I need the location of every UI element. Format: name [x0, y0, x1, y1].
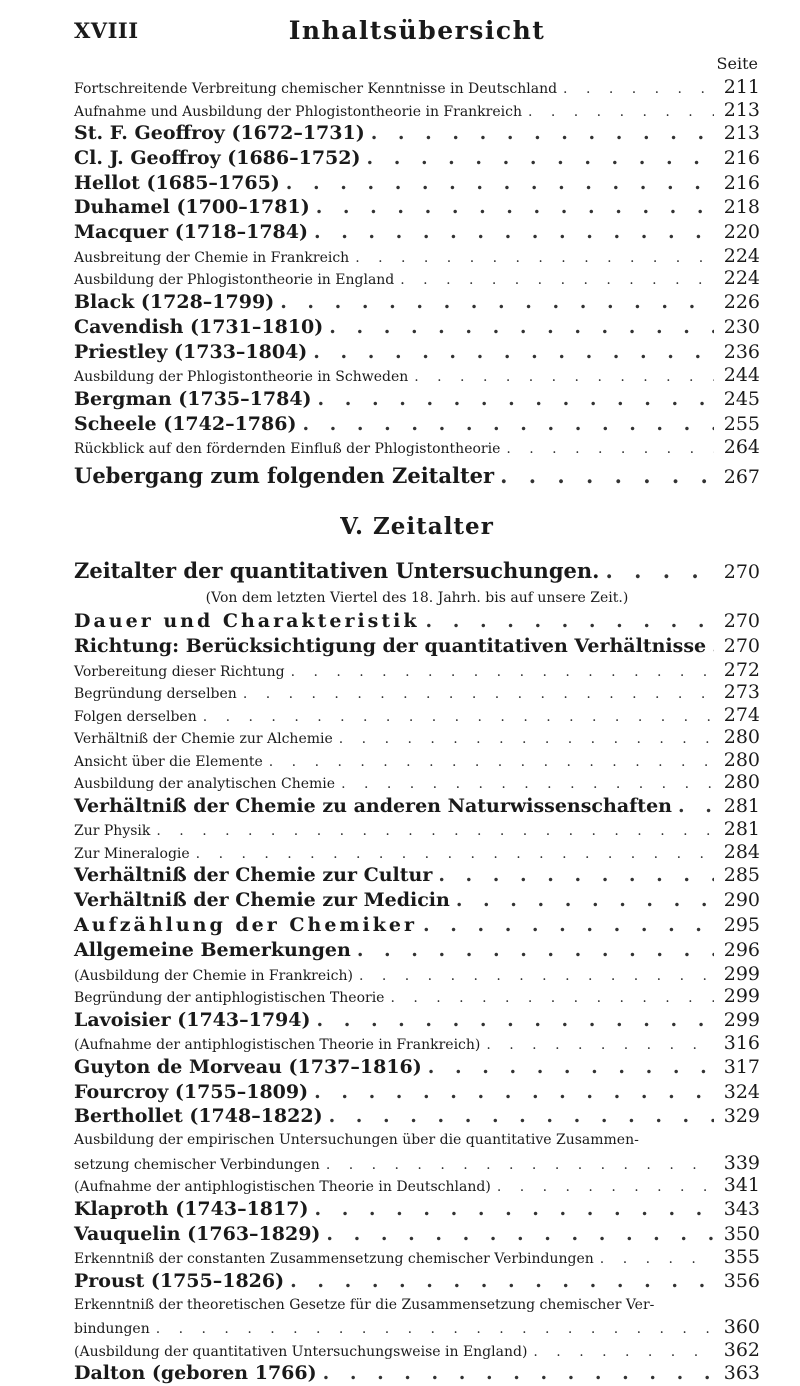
toc-entry-title: Erkenntniß der constanten Zusammensetzung chemischer Verbindungen — [74, 1251, 594, 1268]
toc-entry[interactable] — [74, 340, 760, 365]
toc-entry[interactable] — [74, 121, 760, 146]
toc-entry-title: Priestley (1733–1804) — [74, 340, 308, 363]
leader-dots — [528, 101, 714, 124]
toc-entry-title: Verhältniß der Chemie zur Cultur — [74, 864, 433, 887]
toc-entry[interactable] — [74, 771, 760, 794]
toc-entry-wrap-line-1: Erkenntniß der theoretischen Gesetze für die Zusammensetzung chemischer Ver- — [74, 1296, 655, 1313]
leader-dots — [156, 1318, 714, 1341]
toc-entry-title: St. F. Geoffroy (1672–1731) — [74, 122, 365, 144]
toc-entry[interactable] — [74, 146, 760, 171]
running-title: Inhaltsübersicht — [288, 16, 546, 45]
page-header — [74, 14, 760, 54]
toc-entry-title: (Ausbildung der Chemie in Frankreich) — [74, 967, 353, 984]
toc-entry[interactable] — [74, 1222, 760, 1247]
toc-entry[interactable] — [74, 1246, 760, 1269]
toc-entry[interactable] — [74, 459, 760, 492]
leader-dots — [506, 438, 714, 461]
toc-entry-page: 281 — [723, 818, 760, 841]
leader-dots — [486, 1034, 714, 1057]
toc-entry-title: Verhältniß der Chemie zur Medicin — [74, 889, 450, 912]
leader-dots — [269, 751, 714, 774]
toc-entry-title: Klaproth (1743–1817) — [74, 1197, 309, 1220]
toc-entry[interactable] — [74, 1174, 760, 1197]
toc-entry-page: 224 — [723, 267, 760, 290]
leader-dots — [302, 412, 714, 437]
leader-dots — [316, 195, 714, 220]
toc-block-3 — [74, 1174, 760, 1293]
toc-entry[interactable] — [74, 841, 760, 864]
toc-entry[interactable] — [74, 749, 760, 772]
leader-dots — [329, 1104, 714, 1129]
toc-entry-page: 224 — [723, 244, 760, 267]
leader-dots — [314, 1197, 714, 1222]
toc-entry[interactable] — [74, 99, 760, 122]
toc-entry-wrap-line-1: Ausbildung der empirischen Untersuchungen über die quantitative Zusammen- — [74, 1132, 639, 1149]
toc-entry[interactable] — [74, 1008, 760, 1033]
toc-entry-page: 270 — [723, 560, 760, 583]
toc-entry-page: 244 — [723, 364, 760, 387]
toc-entry[interactable] — [74, 1361, 760, 1386]
toc-entry[interactable] — [74, 938, 760, 963]
toc-entry-title: Rückblick auf den fördernden Einfluß der Phlogistontheorie — [74, 441, 501, 458]
leader-dots — [428, 1055, 714, 1080]
toc-entry[interactable] — [74, 888, 760, 913]
toc-entry-title: Ausbildung der Phlogistontheorie in Schweden — [74, 369, 409, 386]
leader-dots — [371, 121, 714, 146]
toc-entry-title: Dalton (geboren 1766) — [74, 1362, 317, 1385]
toc-entry-title: Zeitalter der quantitativen Untersuchungen. — [74, 557, 600, 583]
leader-dots — [390, 987, 714, 1010]
toc-entry-title: Bergman (1735–1784) — [74, 387, 312, 410]
toc-entry-page: 341 — [723, 1174, 760, 1197]
toc-entry-page: 296 — [723, 938, 760, 961]
leader-dots — [563, 78, 714, 101]
toc-entry[interactable] — [74, 1197, 760, 1222]
toc-entry[interactable] — [74, 267, 760, 290]
toc-entry-page: 356 — [723, 1269, 760, 1292]
toc-entry-page: 272 — [723, 658, 760, 681]
toc-entry-title: Fourcroy (1755–1809) — [74, 1080, 309, 1103]
leader-dots — [313, 340, 714, 365]
leader-dots — [414, 366, 714, 389]
toc-block-4 — [74, 1339, 760, 1386]
seite-label: Seite — [716, 54, 758, 73]
leader-dots — [400, 269, 714, 292]
toc-entry[interactable] — [74, 1152, 760, 1175]
toc-entry-title: Ausbildung der analytischen Chemie — [74, 776, 336, 793]
toc-entry-page: 284 — [723, 840, 760, 863]
toc-entry-title: Duhamel (1700–1781) — [74, 196, 310, 219]
toc-entry-page: 316 — [723, 1032, 760, 1055]
leader-dots — [314, 1080, 714, 1105]
toc-entry[interactable] — [74, 1339, 760, 1362]
leader-dots — [678, 794, 714, 819]
leader-dots — [712, 634, 714, 659]
toc-entry[interactable] — [74, 659, 760, 682]
leader-dots — [329, 315, 714, 340]
toc-entry-page: 230 — [723, 315, 760, 338]
toc-entry[interactable] — [74, 1055, 760, 1080]
toc-entry-title: Zur Physik — [74, 823, 151, 840]
toc-entry-page: 299 — [723, 962, 760, 985]
toc-entry[interactable] — [74, 794, 760, 819]
toc-entry-page: 213 — [723, 122, 760, 144]
toc-entry[interactable] — [74, 1032, 760, 1055]
toc-entry-title: Begründung derselben — [74, 686, 237, 703]
toc-entry-page: 362 — [723, 1338, 760, 1361]
toc-entry-page: 236 — [723, 340, 760, 363]
leader-dots — [316, 1008, 714, 1033]
leader-dots — [290, 1269, 714, 1294]
toc-entry-page: 360 — [723, 1316, 760, 1339]
toc-entry[interactable] — [74, 436, 760, 459]
leader-dots — [438, 863, 714, 888]
page-number: XVIII — [74, 18, 139, 43]
toc-entry[interactable] — [74, 818, 760, 841]
toc-entry[interactable] — [74, 985, 760, 1008]
toc-entry-title: Dauer und Charakteristik — [74, 609, 420, 632]
toc-entry-page: 216 — [723, 146, 760, 169]
toc-entry-page: 245 — [723, 387, 760, 410]
toc-entry-title: Zur Mineralogie — [74, 845, 190, 862]
toc-entry-title: (Aufnahme der antiphlogistischen Theorie in Deutschland) — [74, 1179, 491, 1196]
toc-entry-page: 299 — [723, 1008, 760, 1031]
toc-entry[interactable] — [74, 634, 760, 659]
leader-dots — [366, 146, 714, 171]
toc-entry[interactable] — [74, 220, 760, 245]
toc-entry-title: Black (1728–1799) — [74, 290, 275, 313]
toc-entry-page: 267 — [723, 465, 760, 488]
toc-entry[interactable] — [74, 290, 760, 315]
toc-entry-page: 285 — [723, 864, 760, 887]
toc-entry-title: Vorbereitung dieser Richtung — [74, 663, 285, 680]
toc-entry-title: Berthollet (1748–1822) — [74, 1105, 323, 1128]
toc-entry-title: Verhältniß der Chemie zu anderen Naturwissenschaften — [74, 794, 672, 817]
toc-entry-title: Lavoisier (1743–1794) — [74, 1008, 311, 1031]
toc-entry[interactable] — [74, 76, 760, 99]
leader-dots — [359, 965, 714, 988]
leader-dots — [497, 1176, 714, 1199]
toc-entry-page: 355 — [723, 1246, 760, 1269]
toc-entry-title: Vauquelin (1763–1829) — [74, 1222, 321, 1245]
toc-entry-page: 220 — [723, 221, 760, 244]
toc-entry-page: 211 — [723, 76, 760, 98]
toc-entry-page: 280 — [723, 771, 760, 794]
leader-dots — [600, 1248, 714, 1271]
toc-entry[interactable] — [74, 1104, 760, 1129]
leader-dots — [423, 913, 714, 938]
toc-entry-page: 226 — [723, 290, 760, 313]
toc-entry-title: (Ausbildung der quantitativen Untersuchungsweise in England) — [74, 1343, 528, 1360]
toc-entry-title: Cl. J. Geoffroy (1686–1752) — [74, 146, 361, 169]
toc-entry-page: 290 — [723, 889, 760, 912]
toc-entry[interactable] — [74, 1316, 760, 1339]
toc-entry[interactable] — [74, 387, 760, 412]
leader-dots — [203, 706, 714, 729]
toc-entry[interactable] — [74, 315, 760, 340]
toc-entry[interactable] — [74, 554, 760, 587]
toc-entry[interactable] — [74, 863, 760, 888]
toc-entry-title: Begründung der antiphlogistischen Theorie — [74, 990, 385, 1007]
toc-entry-title: Aufzählung der Chemiker — [74, 913, 417, 936]
toc-entry[interactable] — [74, 364, 760, 387]
leader-dots — [357, 938, 714, 963]
toc-entry[interactable] — [74, 726, 760, 749]
toc-entry[interactable] — [74, 913, 760, 938]
toc-entry[interactable] — [74, 245, 760, 268]
leader-dots — [291, 661, 714, 684]
toc-entry[interactable] — [74, 195, 760, 220]
leader-dots — [339, 728, 714, 751]
toc-entry[interactable] — [74, 963, 760, 986]
toc-entry-title: Scheele (1742–1786) — [74, 412, 297, 435]
toc-entry-page: 350 — [723, 1222, 760, 1245]
toc-entry-title: Verhältniß der Chemie zur Alchemie — [74, 731, 333, 748]
leader-dots — [456, 888, 714, 913]
toc-entry[interactable] — [74, 1080, 760, 1105]
toc-entry-page: 273 — [723, 681, 760, 704]
toc-entry[interactable] — [74, 609, 760, 634]
toc-entry-page: 363 — [723, 1362, 760, 1385]
toc-entry-page: 299 — [723, 985, 760, 1008]
toc-entry-page: 295 — [723, 913, 760, 936]
period-note: (Von dem letzten Viertel des 18. Jahrh. bis auf unsere Zeit.) — [205, 589, 629, 606]
toc-entry-title: Macquer (1718–1784) — [74, 221, 308, 244]
toc-entry-page: 280 — [723, 748, 760, 771]
leader-dots — [286, 171, 714, 196]
leader-dots — [243, 683, 714, 706]
leader-dots — [326, 1222, 714, 1247]
toc-entry-title: setzung chemischer Verbindungen — [74, 1156, 320, 1173]
toc-entry-page: 339 — [723, 1151, 760, 1174]
toc-entry-title: bindungen — [74, 1321, 150, 1338]
toc-entry-page: 216 — [723, 171, 760, 194]
leader-dots — [196, 843, 714, 866]
toc-entry-title: Folgen derselben — [74, 708, 197, 725]
toc-entry[interactable] — [74, 704, 760, 727]
leader-dots — [605, 554, 714, 587]
toc-entry-title: Allgemeine Bemerkungen — [74, 938, 351, 961]
leader-dots — [533, 1341, 714, 1364]
leader-dots — [156, 820, 714, 843]
toc-entry-title: Fortschreitende Verbreitung chemischer Kenntnisse in Deutschland — [74, 81, 558, 97]
leader-dots — [326, 1154, 714, 1177]
toc-entry-page: 264 — [723, 436, 760, 459]
toc-entry-title: Cavendish (1731–1810) — [74, 315, 324, 338]
toc-entry[interactable] — [74, 1269, 760, 1294]
toc-entry-title: Hellot (1685–1765) — [74, 171, 280, 194]
toc-block-1 — [74, 76, 760, 492]
toc-entry-title: Proust (1755–1826) — [74, 1269, 285, 1292]
leader-dots — [318, 387, 714, 412]
toc-entry[interactable] — [74, 171, 760, 196]
toc-entry-page: 213 — [723, 98, 760, 121]
toc-entry-page: 317 — [723, 1055, 760, 1078]
toc-entry-page: 270 — [723, 634, 760, 657]
toc-entry[interactable] — [74, 681, 760, 704]
toc-entry-title: Guyton de Morveau (1737–1816) — [74, 1055, 422, 1078]
leader-dots — [355, 247, 714, 270]
toc-entry-page: 343 — [723, 1197, 760, 1220]
toc-entry-page: 255 — [723, 412, 760, 435]
toc-entry[interactable] — [74, 412, 760, 437]
toc-entry-title: Aufnahme und Ausbildung der Phlogistontheorie in Frankreich — [74, 103, 522, 120]
toc-block-2 — [74, 609, 760, 1129]
toc-entry-page: 329 — [723, 1105, 760, 1128]
leader-dots — [341, 773, 714, 796]
toc-entry-page: 270 — [723, 609, 760, 632]
toc-entry-page: 281 — [723, 794, 760, 817]
toc-entry-page: 274 — [723, 703, 760, 726]
leader-dots — [323, 1361, 714, 1386]
toc-entry-page: 218 — [723, 196, 760, 219]
toc-entry-title: Ausbildung der Phlogistontheorie in England — [74, 272, 395, 289]
toc-entry-title: Ausbreitung der Chemie in Frankreich — [74, 249, 350, 266]
leader-dots — [314, 220, 714, 245]
section-heading: V. Zeitalter — [340, 512, 494, 540]
toc-entry-title: Uebergang zum folgenden Zeitalter — [74, 462, 495, 488]
leader-dots — [426, 609, 714, 634]
toc-entry-title: Richtung: Berücksichtigung der quantitativen Verhältnisse — [74, 634, 707, 657]
toc-entry-title: (Aufnahme der antiphlogistischen Theorie in Frankreich) — [74, 1037, 481, 1054]
leader-dots — [280, 290, 714, 315]
toc-entry-page: 324 — [723, 1080, 760, 1103]
toc-entry-title: Ansicht über die Elemente — [74, 753, 263, 770]
leader-dots — [500, 459, 714, 492]
toc-entry-page: 280 — [723, 726, 760, 749]
